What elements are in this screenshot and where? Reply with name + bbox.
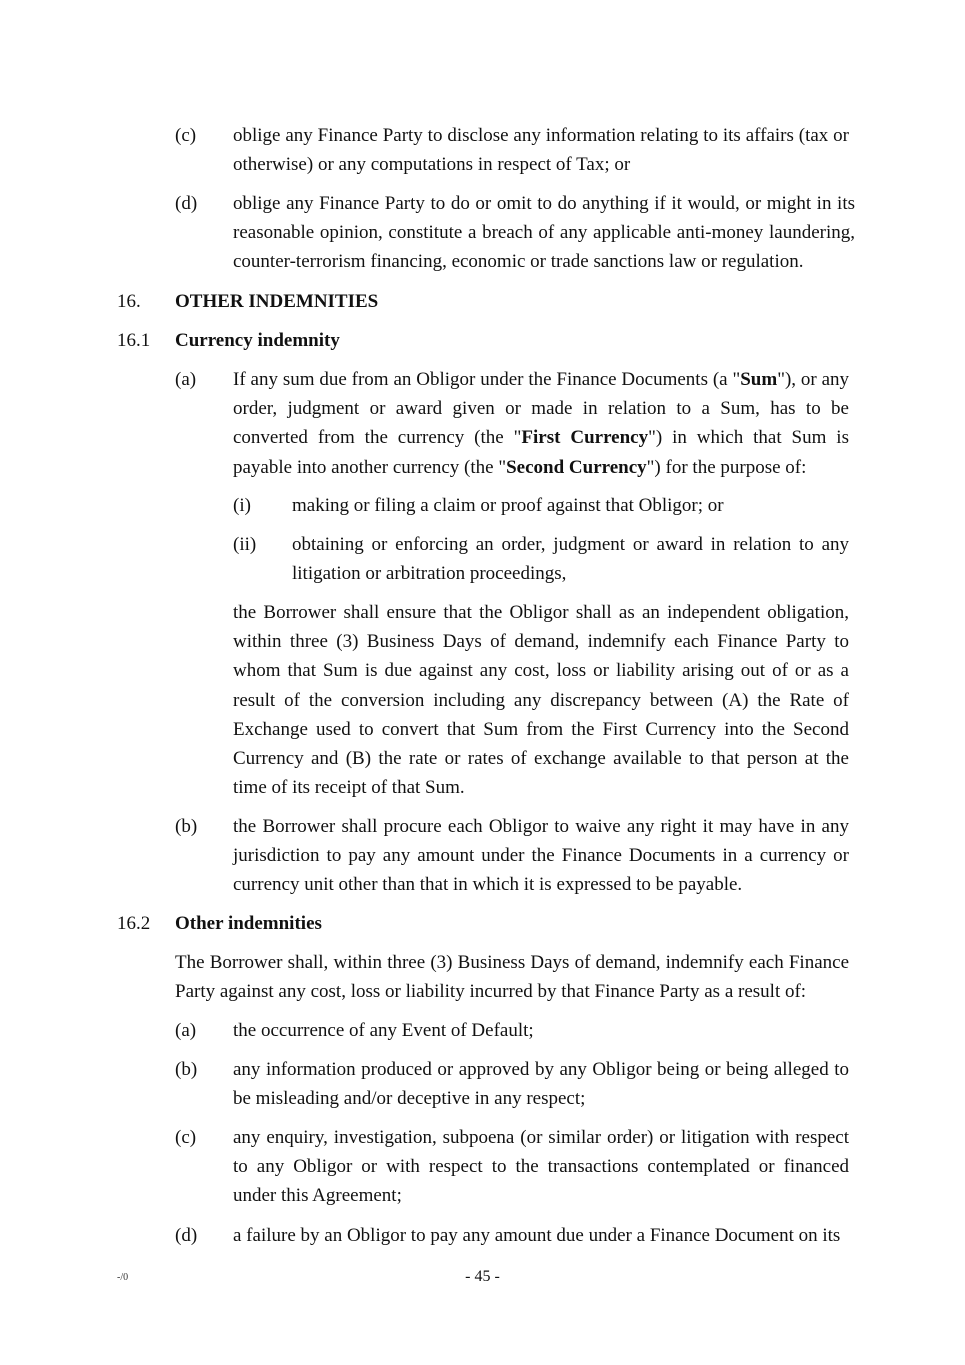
list-text: any information produced or approved by any Obligor being or being alleged to be misleading and/or deceptive in any respect; [233,1059,849,1110]
list-text: the occurrence of any Event of Default; [233,1020,534,1041]
list-label: (a) [175,1020,197,1041]
defined-term-sum: Sum [740,369,778,390]
list-label: (c) [175,125,197,146]
defined-term-first-currency: First Currency [521,427,649,449]
text-run: If any sum due from an Obligor under the Finance Documents (a " [233,369,741,390]
list-label: (ii) [233,534,257,555]
list-text [233,365,849,482]
defined-term-second-currency: Second Currency [506,456,647,478]
list-text: obtaining or enforcing an order, judgment or award in relation to any litigation or arbitration proceedings, [292,534,849,585]
clause-number: 16.1 [117,330,151,351]
list-label: (d) [175,193,198,214]
list-label: (a) [175,369,197,390]
list-label: (i) [233,495,251,516]
list-label: (b) [175,816,198,837]
text-run: ") for the purpose of: [646,456,807,478]
section-title: OTHER INDEMNITIES [175,291,379,312]
text-run: "), or any order, judgment or award given or made in relation to a Sum, has to be converted from the currency (the " [233,369,850,449]
footer-reference: -/0 [117,1272,129,1283]
list-label: (d) [175,1225,198,1246]
section-number: 16. [117,291,141,312]
list-text: the Borrower shall procure each Obligor to waive any right it may have in any jurisdiction to pay any amount under the Finance Documents in a currency or currency unit other than that in which it is expressed to be payable. [233,816,849,896]
paragraph-text: the Borrower shall ensure that the Obligor shall as an independent obligation, within three (3) Business Days of demand, indemnify each Finance Party to whom that Sum is due against any cost, loss or liability arising out of or as a result of the conversion including any discrepancy between (A) the Rate of Exchange used to convert that Sum from the First Currency into the Second Currency and (B) the rate or rates of exchange available to that person at the time of its receipt of that Sum. [233,602,849,799]
clause-title: Currency indemnity [175,330,340,351]
clause-number: 16.2 [117,913,151,934]
page-number: - 45 - [465,1268,500,1285]
clause-title: Other indemnities [175,913,322,934]
list-label: (c) [175,1127,197,1148]
list-text: oblige any Finance Party to disclose any information relating to its affairs (tax or otherwise) or any computations in respect of Tax; or [233,125,849,176]
list-text: oblige any Finance Party to do or omit to do anything if it would, or might in its reasonable opinion, constitute a breach of any applicable anti-money laundering, counter-terrorism financing, economic or trade sanctions law or regulation. [233,193,855,273]
paragraph-text: The Borrower shall, within three (3) Business Days of demand, indemnify each Finance Party against any cost, loss or liability incurred by that Finance Party as a result of: [175,952,849,1003]
list-text: a failure by an Obligor to pay any amount due under a Finance Document on its [233,1225,841,1246]
list-text: any enquiry, investigation, subpoena (or similar order) or litigation with respect to any Obligor or with respect to the transactions contemplated or financed under this Agreement; [233,1127,849,1207]
text-run: ") in which that Sum is payable into another currency (the " [233,427,849,478]
list-label: (b) [175,1059,198,1080]
list-text: making or filing a claim or proof against that Obligor; or [292,495,724,516]
